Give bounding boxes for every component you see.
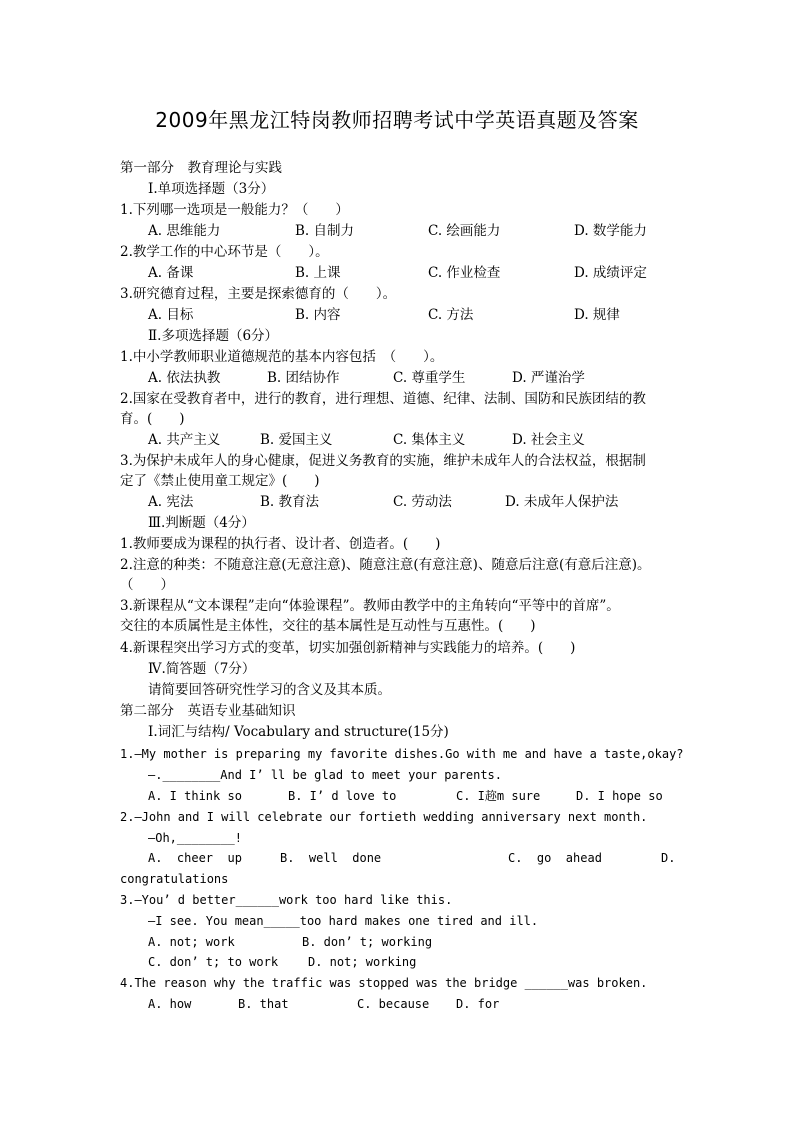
option-c: C. don’ t; to work bbox=[148, 955, 279, 969]
option-d: D. I hope so bbox=[576, 789, 663, 803]
option-a: A. 宪法 bbox=[148, 494, 194, 510]
option-c: C. 劳动法 bbox=[393, 494, 452, 510]
question-stem: 3.研究德育过程，主要是探索德育的（ ）。 bbox=[120, 286, 397, 302]
option-c: C. go ahead bbox=[508, 851, 602, 865]
question-stem-continued: 育。( ) bbox=[120, 411, 185, 427]
question-stem: 2.国家在受教育者中，进行的教育，进行理想、道德、纪律、法制、国防和民族团结的教 bbox=[120, 391, 646, 407]
option-a: A. 依法执教 bbox=[148, 370, 221, 386]
option-a: A. how bbox=[148, 997, 192, 1011]
judgement-item: 2.注意的种类：不随意注意(无意注意)、随意注意(有意注意)、随意后注意(有意后注意)。 bbox=[120, 557, 651, 573]
option-b: B. don’ t; working bbox=[302, 935, 433, 949]
vocab-section-heading: Ⅰ.词汇与结构/ Vocabulary and structure(15分) bbox=[148, 724, 449, 740]
option-d-text: congratulations bbox=[120, 872, 229, 886]
question-response: —Oh,________! bbox=[148, 831, 242, 845]
option-a: A. 目标 bbox=[148, 307, 194, 323]
judgement-item-continued: （ ） bbox=[120, 577, 174, 593]
judgement-item: 1.教师要成为课程的执行者、设计者、创造者。( ) bbox=[120, 536, 441, 552]
sec1-heading: Ⅰ.单项选择题（3分） bbox=[148, 181, 275, 197]
question-stem: 1.—My mother is preparing my favorite dishes.Go with me and have a taste,okay? bbox=[120, 747, 684, 761]
option-b: B. 自制力 bbox=[295, 223, 355, 239]
option-b: B. I’ d love to bbox=[288, 789, 397, 803]
option-d: D. 数学能力 bbox=[574, 223, 647, 239]
option-b: B. 教育法 bbox=[260, 494, 320, 510]
document-title: 2009年黑龙江特岗教师招聘考试中学英语真题及答案 bbox=[155, 108, 639, 132]
short-answer-question: 请简要回答研究性学习的含义及其本质。 bbox=[148, 682, 391, 698]
option-c: C. 集体主义 bbox=[393, 432, 466, 448]
question-response: —.________And I’ ll be glad to meet your parents. bbox=[148, 768, 503, 782]
question-stem: 2.—John and I will celebrate our fortieth wedding anniversary next month. bbox=[120, 810, 648, 824]
judgement-item-continued: 交往的本质属性是主体性，交往的基本属性是互动性与互惠性。( ) bbox=[120, 618, 536, 634]
question-stem: 3.—You’ d better______work too hard like this. bbox=[120, 893, 453, 907]
question-stem: 2.教学工作的中心环节是（ ）。 bbox=[120, 244, 329, 260]
option-c: C. 绘画能力 bbox=[428, 223, 501, 239]
option-d: D. 严谨治学 bbox=[512, 370, 585, 386]
option-d: D. bbox=[661, 851, 676, 865]
question-stem: 3.为保护未成年人的身心健康，促进义务教育的实施，维护未成年人的合法权益，根据制 bbox=[120, 453, 646, 469]
option-c: C. 尊重学生 bbox=[393, 370, 466, 386]
sec4-heading: Ⅳ.简答题（7分） bbox=[148, 661, 256, 677]
option-c: C. 方法 bbox=[428, 307, 474, 323]
option-b: B. well done bbox=[280, 851, 382, 865]
option-b: B. 内容 bbox=[295, 307, 341, 323]
option-a: A. 思维能力 bbox=[148, 223, 221, 239]
judgement-item: 4.新课程突出学习方式的变革，切实加强创新精神与实践能力的培养。( ) bbox=[120, 640, 576, 656]
option-c: C. 作业检查 bbox=[428, 265, 501, 281]
sec3-heading: Ⅲ.判断题（4分） bbox=[148, 515, 255, 531]
option-a: A. I think so bbox=[148, 789, 242, 803]
option-a: A. 备课 bbox=[148, 265, 194, 281]
option-c: C. I趂m sure bbox=[456, 789, 541, 803]
question-stem: 4.The reason why the traffic was stopped was the bridge ______was broken. bbox=[120, 976, 648, 990]
part2-heading: 第二部分 英语专业基础知识 bbox=[120, 703, 296, 719]
question-stem: 1.中小学教师职业道德规范的基本内容包括 （ ）。 bbox=[120, 349, 444, 365]
option-d: D. 成绩评定 bbox=[574, 265, 647, 281]
part1-heading: 第一部分 教育理论与实践 bbox=[120, 160, 282, 176]
sec2-heading: Ⅱ.多项选择题（6分） bbox=[148, 328, 279, 344]
option-b: B. 团结协作 bbox=[267, 370, 340, 386]
option-b: B. 上课 bbox=[295, 265, 341, 281]
question-response: —I see. You mean_____too hard makes one tired and ill. bbox=[148, 914, 539, 928]
option-d: D. not; working bbox=[308, 955, 417, 969]
option-a: A. 共产主义 bbox=[148, 432, 221, 448]
option-d: D. 规律 bbox=[574, 307, 620, 323]
option-a: A. not; work bbox=[148, 935, 235, 949]
option-b: B. that bbox=[238, 997, 289, 1011]
option-b: B. 爱国主义 bbox=[260, 432, 333, 448]
question-stem-continued: 定了《禁止使用童工规定》( ) bbox=[120, 473, 320, 489]
option-d: D. 社会主义 bbox=[512, 432, 585, 448]
option-a: A. cheer up bbox=[148, 851, 242, 865]
option-d: D. 未成年人保护法 bbox=[505, 494, 619, 510]
option-c: C. because bbox=[357, 997, 430, 1011]
option-d: D. for bbox=[456, 997, 500, 1011]
judgement-item: 3.新课程从“文本课程”走向“体验课程”。教师由教学中的主角转向“平等中的首席”。 bbox=[120, 598, 620, 614]
question-stem: 1.下列哪一选项是一般能力？（ ） bbox=[120, 202, 349, 218]
